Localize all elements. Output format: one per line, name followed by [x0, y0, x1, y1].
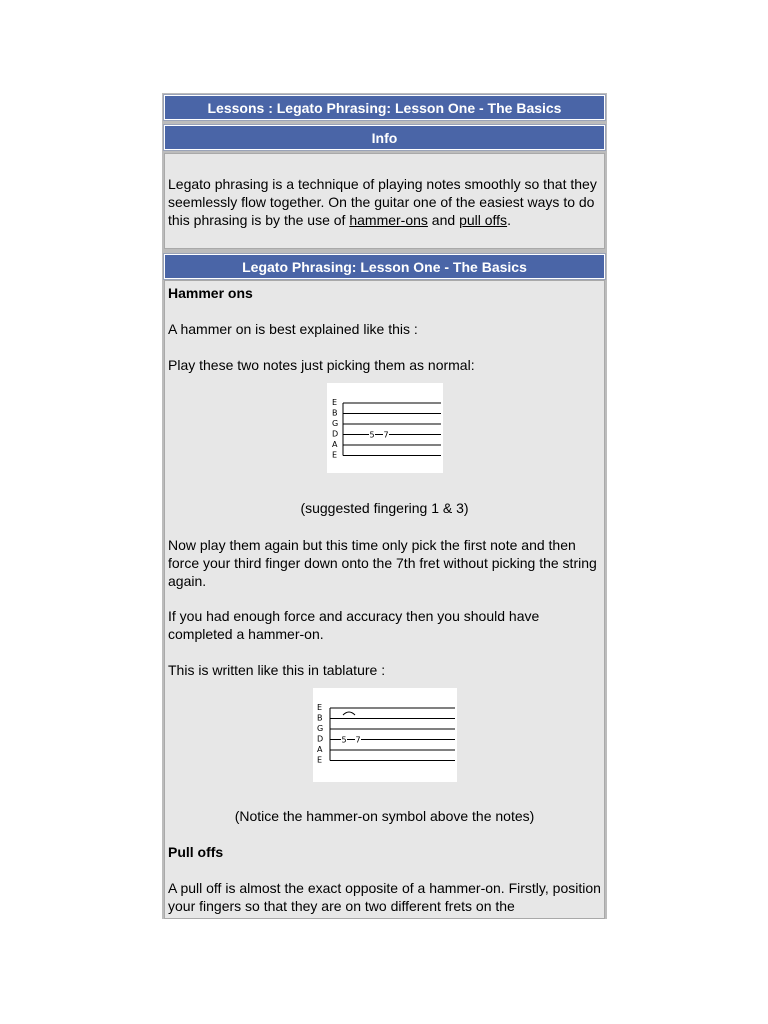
hammer-ons-heading: Hammer ons [168, 285, 253, 301]
info-title-bar [164, 125, 605, 150]
tab-diagram-1-svg [327, 383, 443, 473]
tab-string-label: G [317, 724, 324, 733]
tab-note-fret: 5 [341, 735, 347, 745]
lesson-paragraph-3: Now play them again but this time only pick the first note and then force your third finger down onto the 7th fret without picking the string again. [168, 537, 597, 589]
caption-suggested-fingering: (suggested fingering 1 & 3) [300, 500, 469, 516]
lesson-title: Legato Phrasing: Lesson One - The Basics [242, 258, 527, 275]
lesson-frame [162, 93, 607, 919]
tab-string-label: G [332, 419, 339, 428]
lesson-paragraph-2: Play these two notes just picking them as normal: [168, 357, 475, 373]
tab-note-fret: 7 [383, 430, 389, 440]
page-title-bar [164, 95, 605, 120]
tab-string-label: B [317, 713, 323, 723]
lesson-title-bar [164, 254, 605, 279]
tab-diagram-2-svg [313, 688, 457, 782]
hammer-on-symbol [343, 712, 355, 715]
tab-note-fret: 5 [369, 430, 375, 440]
tab-note-fret: 7 [355, 735, 361, 745]
lesson-paragraph-6: A pull off is almost the exact opposite of a hammer-on. Firstly, position your fingers so that they are on two different frets on the [168, 880, 601, 914]
tab-string-label: D [317, 734, 324, 744]
pull-offs-link[interactable]: pull offs [459, 212, 508, 228]
pull-offs-heading: Pull offs [168, 844, 224, 860]
tab-diagram-1 [327, 383, 443, 473]
lesson-paragraph-4: If you had enough force and accuracy then you should have completed a hammer-on. [168, 608, 540, 642]
page-title: Lessons : Legato Phrasing: Lesson One - The Basics [207, 99, 562, 116]
tab-string-label: A [332, 440, 338, 449]
tab-string-label: E [317, 755, 323, 765]
info-title: Info [371, 129, 398, 146]
tab-string-label: E [332, 398, 338, 407]
tab-string-label: B [332, 408, 338, 418]
info-paragraph: Legato phrasing is a technique of playing notes smoothly so that they seemlessly flow together. On the guitar one of the easiest ways to do this phrasing is by the use of hammer-ons and pull offs. [168, 176, 597, 228]
tab-string-label: A [317, 745, 323, 754]
tab-string-label: D [332, 429, 339, 439]
hammer-ons-link[interactable]: hammer-ons [349, 212, 428, 228]
caption-hammer-on-symbol: (Notice the hammer-on symbol above the notes) [234, 808, 535, 824]
lesson-paragraph-1: A hammer on is best explained like this : [168, 321, 418, 337]
info-panel [164, 153, 605, 249]
lesson-panel [164, 280, 605, 919]
lesson-paragraph-5: This is written like this in tablature : [168, 662, 386, 678]
tab-string-label: E [317, 703, 323, 712]
tab-diagram-2 [313, 688, 457, 782]
tab-string-label: E [332, 450, 338, 460]
